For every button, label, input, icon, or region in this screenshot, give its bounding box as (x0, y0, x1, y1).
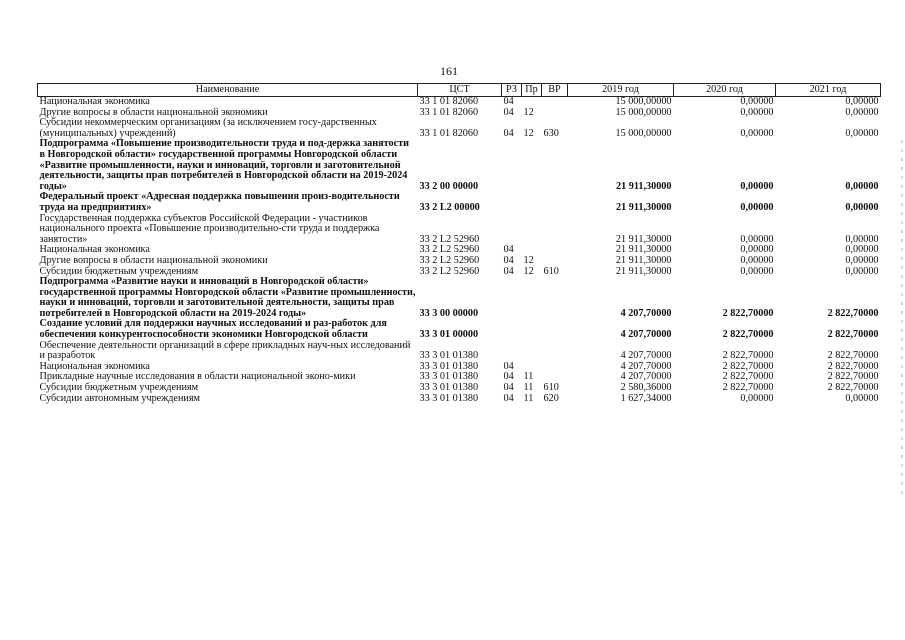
table-row (38, 97, 881, 108)
cell-pr: 12 (523, 106, 534, 118)
table-row (38, 256, 881, 267)
table-row (38, 319, 881, 340)
cell-cst: 33 3 01 00000 (419, 329, 479, 341)
cell-pr (522, 277, 542, 319)
cell-y2020: 0,00000 (740, 233, 774, 245)
cell-y2020: 2 822,70000 (722, 382, 774, 394)
cell-pr: 11 (523, 382, 534, 394)
cell-vr (542, 362, 568, 373)
cell-rz: 04 (503, 127, 514, 139)
cell-rz (502, 341, 522, 362)
cell-cst: 33 2 L2 00000 (419, 201, 480, 213)
cell-y2021: 2 822,70000 (827, 329, 879, 341)
table-row (38, 118, 881, 139)
cell-pr: 11 (523, 371, 534, 383)
cell-rz: 04 (503, 360, 514, 372)
cell-name: Подпрограмма «Повышение производительности труда и под-держка занятости в Новгородской области» государственной программы Новгородской области «Развитие промышленности, науки и инноваций, торговли и заготовительной деятельности, защиты прав потребителей в Новгородской области на 2019-2024 годы» (39, 138, 410, 192)
cell-vr: 620 (543, 392, 559, 404)
cell-name: Национальная экономика (39, 360, 150, 372)
cell-y2021: 2 822,70000 (827, 360, 879, 372)
cell-y2019: 21 911,30000 (615, 254, 672, 266)
table-row (38, 394, 881, 405)
cell-y2020: 0,00000 (740, 127, 774, 139)
cell-y2021: 0,00000 (845, 106, 879, 118)
header-2021: 2021 год (776, 84, 881, 97)
cell-rz (502, 277, 522, 319)
cell-y2019: 21 911,30000 (615, 233, 672, 245)
cell-name: Государственная поддержка субъектов Российской Федерации - участников национального проекта «Повышение производительно-сти труда и поддержка занятости» (39, 212, 380, 245)
cell-rz (502, 192, 522, 213)
cell-y2020: 2 822,70000 (722, 329, 774, 341)
cell-y2020: 0,00000 (740, 180, 774, 192)
cell-y2020: 0,00000 (740, 244, 774, 256)
cell-cst: 33 3 01 01380 (419, 350, 479, 362)
cell-name: Обеспечение деятельности организаций в сфере прикладных науч-ных исследований и разработок (39, 339, 411, 362)
cell-name: Субсидии бюджетным учреждениям (39, 382, 199, 394)
cell-y2019: 15 000,00000 (615, 96, 672, 107)
cell-vr (542, 139, 568, 192)
header-name: Наименование (38, 84, 418, 97)
header-pr: Пр (522, 84, 542, 97)
cell-rz: 04 (503, 265, 514, 277)
cell-rz: 04 (503, 382, 514, 394)
cell-y2019: 4 207,70000 (620, 371, 672, 383)
cell-cst: 33 1 01 82060 (419, 106, 479, 118)
cell-y2021: 2 822,70000 (827, 307, 879, 319)
cell-vr: 610 (543, 265, 559, 277)
cell-vr (542, 245, 568, 256)
cell-name: Субсидии автономным учреждениям (39, 392, 200, 404)
cell-y2019: 21 911,30000 (616, 201, 672, 213)
header-rz: РЗ (502, 84, 522, 97)
cell-rz (502, 319, 522, 340)
cell-cst: 33 1 01 82060 (419, 96, 479, 107)
cell-name: Другие вопросы в области национальной экономики (39, 254, 268, 266)
cell-y2019: 4 207,70000 (620, 360, 672, 372)
cell-name: Национальная экономика (39, 96, 150, 107)
cell-cst: 33 2 L2 52960 (419, 254, 480, 266)
cell-name: Субсидии бюджетным учреждениям (39, 265, 199, 277)
cell-y2021: 0,00000 (845, 233, 879, 245)
cell-y2019: 21 911,30000 (616, 180, 672, 192)
table-row (38, 139, 881, 192)
cell-pr (522, 139, 542, 192)
cell-vr (542, 319, 568, 340)
cell-pr (522, 341, 542, 362)
cell-y2021: 0,00000 (845, 201, 879, 213)
table-row (38, 341, 881, 362)
cell-pr (522, 319, 542, 340)
cell-name: Федеральный проект «Адресная поддержка повышения произ-водительности труда на предприятиях» (39, 191, 400, 213)
table-body (38, 97, 881, 405)
cell-vr: 610 (543, 382, 559, 394)
cell-vr (542, 97, 568, 108)
table-row (38, 277, 881, 319)
cell-pr: 12 (523, 265, 534, 277)
cell-name: Другие вопросы в области национальной экономики (39, 106, 268, 118)
header-cst: ЦСТ (418, 84, 502, 97)
cell-cst: 33 3 00 00000 (419, 307, 479, 319)
cell-pr: 12 (523, 127, 534, 139)
cell-y2019: 1 627,34000 (620, 392, 672, 404)
cell-name: Национальная экономика (39, 244, 150, 256)
cell-rz: 04 (503, 254, 514, 266)
table-row (38, 214, 881, 246)
cell-y2020: 0,00000 (740, 106, 774, 118)
cell-vr (542, 341, 568, 362)
cell-y2021: 0,00000 (845, 180, 879, 192)
cell-y2020: 2 822,70000 (722, 307, 774, 319)
cell-name: Прикладные научные исследования в области национальной эконо-мики (39, 371, 356, 383)
scan-edge-artifact (901, 140, 903, 500)
cell-y2019: 4 207,70000 (620, 350, 672, 362)
header-2020: 2020 год (674, 84, 776, 97)
header-vr: ВР (542, 84, 568, 97)
cell-y2019: 4 207,70000 (620, 329, 672, 341)
cell-vr (542, 214, 568, 246)
cell-y2019: 15 000,00000 (615, 127, 672, 139)
cell-rz: 04 (503, 106, 514, 118)
cell-cst: 33 2 L2 52960 (419, 244, 480, 256)
cell-name: Подпрограмма «Развитие науки и инноваций в Новгородской области» государственной программы Новгородской области «Развитие промышленности, науки и инноваций, торговли и заготовительной деятельности, защиты прав потребителей в Новгородской области на 2019-2024 годы» (39, 276, 416, 319)
cell-vr: 630 (543, 127, 559, 139)
budget-table (37, 83, 881, 404)
page-number: 161 (440, 64, 458, 78)
cell-y2020: 0,00000 (740, 265, 774, 277)
cell-vr (542, 108, 568, 119)
header-row (38, 84, 881, 97)
cell-name: Субсидии некоммерческим организациям (за исключением госу-дарственных (муниципальных) учреждений) (39, 117, 377, 139)
cell-rz: 04 (503, 244, 514, 256)
cell-y2019: 15 000,00000 (615, 106, 672, 118)
cell-pr (522, 192, 542, 213)
cell-y2019: 2 580,36000 (620, 382, 672, 394)
cell-cst: 33 3 01 01380 (419, 360, 479, 372)
cell-y2020: 0,00000 (740, 201, 774, 213)
cell-pr: 11 (523, 392, 534, 404)
cell-vr (542, 256, 568, 267)
cell-vr (542, 277, 568, 319)
cell-name: Создание условий для поддержки научных исследований и раз-работок для обеспечения конкурентоспособности экономики Новгородской области (39, 318, 387, 341)
cell-rz: 04 (503, 392, 514, 404)
cell-vr (542, 192, 568, 213)
cell-y2021: 0,00000 (845, 127, 879, 139)
cell-rz (502, 139, 522, 192)
table-row (38, 192, 881, 213)
cell-y2020: 2 822,70000 (722, 350, 774, 362)
cell-y2021: 0,00000 (845, 392, 879, 404)
cell-y2021: 0,00000 (845, 244, 879, 256)
cell-y2020: 0,00000 (740, 392, 774, 404)
cell-cst: 33 3 01 01380 (419, 382, 479, 394)
cell-rz: 04 (503, 371, 514, 383)
cell-cst: 33 2 L2 52960 (419, 265, 480, 277)
cell-y2020: 2 822,70000 (722, 360, 774, 372)
cell-y2020: 0,00000 (740, 96, 774, 107)
cell-cst: 33 2 L2 52960 (419, 233, 480, 245)
cell-y2021: 2 822,70000 (827, 371, 879, 383)
cell-rz: 04 (503, 96, 514, 107)
cell-rz (502, 214, 522, 246)
cell-cst: 33 1 01 82060 (419, 127, 479, 139)
cell-cst: 33 2 00 00000 (419, 180, 479, 192)
table-header (38, 84, 881, 97)
cell-y2021: 2 822,70000 (827, 382, 879, 394)
cell-pr (522, 97, 542, 108)
header-2019: 2019 год (568, 84, 674, 97)
cell-y2021: 0,00000 (845, 265, 879, 277)
cell-y2019: 4 207,70000 (620, 307, 672, 319)
cell-cst: 33 3 01 01380 (419, 392, 479, 404)
cell-pr: 12 (523, 254, 534, 266)
cell-y2021: 0,00000 (845, 96, 879, 107)
cell-y2020: 2 822,70000 (722, 371, 774, 383)
cell-y2020: 0,00000 (740, 254, 774, 266)
cell-y2019: 21 911,30000 (615, 265, 672, 277)
cell-cst: 33 3 01 01380 (419, 371, 479, 383)
cell-y2021: 0,00000 (845, 254, 879, 266)
cell-y2019: 21 911,30000 (615, 244, 672, 256)
cell-y2021: 2 822,70000 (827, 350, 879, 362)
cell-pr (522, 214, 542, 246)
